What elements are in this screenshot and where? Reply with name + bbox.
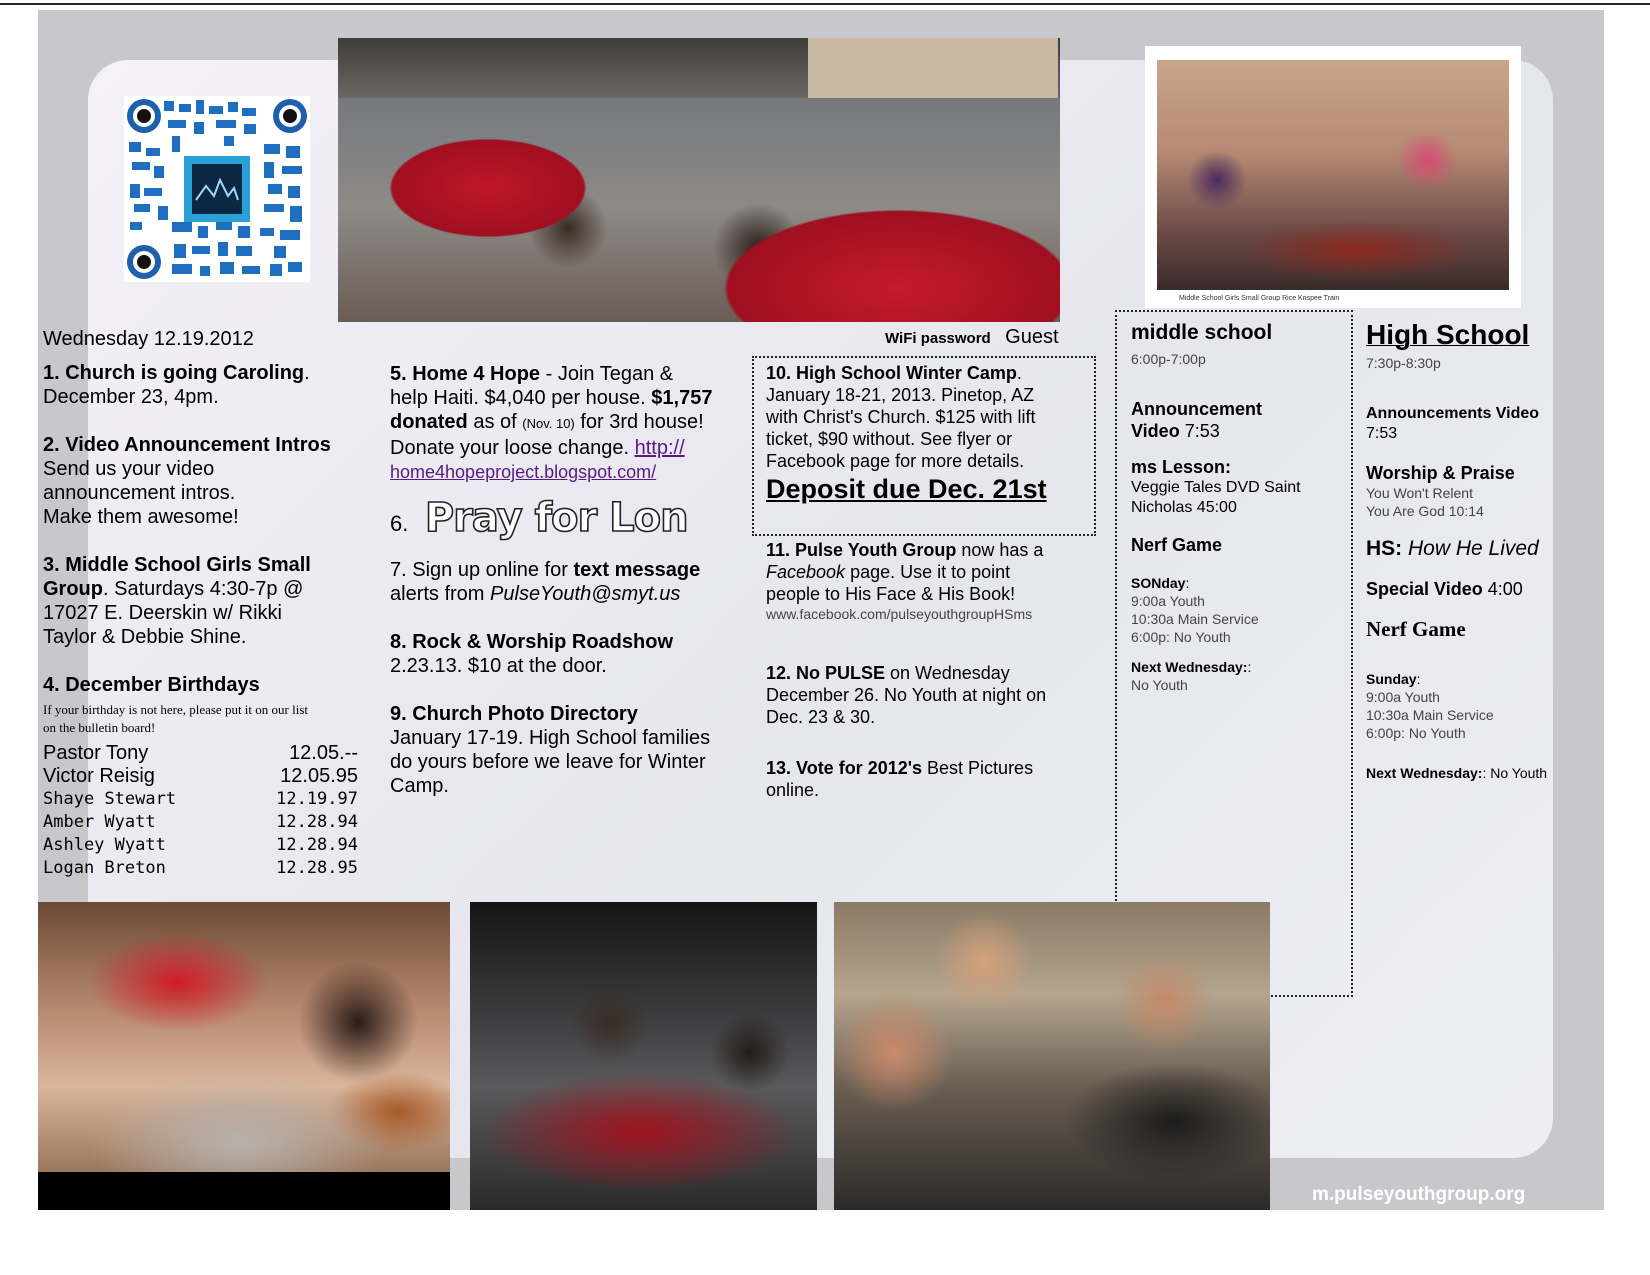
date-heading: Wednesday 12.19.2012 bbox=[43, 328, 254, 350]
photo-christmas-party bbox=[338, 38, 1060, 322]
item-1: 1. Church is going Caroling. December 23, 4pm. bbox=[43, 362, 310, 408]
high-school-schedule: High School 7:30p-8:30p Announcements Video 7:53 Worship & Praise You Won't Relent You Are God 10:14 HS: How He Lived Special Video 4:00 Nerf Game Sunday: 9:00a Youth 10:30a Main Service 6:00p: No Youth Next Wednesday:: No Youth bbox=[1366, 318, 1606, 782]
item-8: 8. Rock & Worship Roadshow 2.23.13. $10 at the door. bbox=[390, 631, 673, 677]
hs-title: High School bbox=[1366, 319, 1530, 350]
item-7: 7. Sign up online for text message alerts from PulseYouth@smyt.us bbox=[390, 559, 701, 605]
footer-url[interactable]: m.pulseyouthgroup.org bbox=[1312, 1184, 1526, 1205]
birthday-row: Ashley Wyatt 12.28.94 bbox=[43, 835, 358, 855]
home4hope-link-cont[interactable]: home4hopeproject.blogspot.com/ bbox=[390, 462, 657, 482]
birthday-row: Amber Wyatt 12.28.94 bbox=[43, 812, 358, 832]
middle-school-schedule: middle school 6:00p-7:00p Announcement Video 7:53 ms Lesson: Veggie Tales DVD Saint Nicholas 45:00 Nerf Game SONday: 9:00a Youth 10:30a Main Service 6:00p: No Youth Next Wednesday:: No Youth bbox=[1131, 320, 1351, 694]
item-10: 10. High School Winter Camp. January 18-21, 2013. Pinetop, AZ with Christ's Church. $125 with lift ticket, $90 without. See flyer or Facebook page for more details. Deposit due Dec. 21st bbox=[766, 362, 1096, 506]
birthday-list bbox=[43, 742, 373, 880]
home4hope-link[interactable]: http:// bbox=[634, 437, 685, 459]
photo-pizza bbox=[38, 902, 450, 1210]
photo-van bbox=[470, 902, 817, 1210]
photo-restaurant bbox=[834, 902, 1270, 1210]
item-3: 3. Middle School Girls Small Group. Saturdays 4:30-7p @ 17027 E. Deerskin w/ Rikki Taylor & Debbie Shine. bbox=[43, 554, 311, 648]
item-2: 2. Video Announcement Intros Send us your video announcement intros. Make them awesome! bbox=[43, 434, 331, 528]
item-5: 5. Home 4 Hope - Join Tegan & help Haiti. $4,040 per house. $1,757 donated as of (Nov. 10) for 3rd house! Donate your loose change. http:// home4hopeproject.blogspot.com/ bbox=[390, 362, 740, 484]
item-11: 11. Pulse Youth Group now has a Facebook page. Use it to point people to His Face & His Book! www.facebook.com/pulseyouthgroupHSms bbox=[766, 539, 1106, 623]
wifi-info: WiFi password Guest bbox=[885, 326, 1059, 348]
item-6: 6. Pray for Lon bbox=[390, 495, 688, 541]
birthday-row: Pastor Tony 12.05.-- bbox=[43, 742, 358, 764]
item-13: 13. Vote for 2012's Best Pictures online. bbox=[766, 758, 1034, 800]
qr-code bbox=[124, 96, 310, 282]
birthday-row: Shaye Stewart 12.19.97 bbox=[43, 789, 358, 809]
birthday-row: Logan Breton 12.28.95 bbox=[43, 858, 358, 878]
top-rule bbox=[0, 3, 1650, 5]
item-9: 9. Church Photo Directory January 17-19. High School families do yours before we leave for Winter Camp. bbox=[390, 703, 711, 797]
photo-caption: Middle School Girls Small Group Rice Krispee Train bbox=[1179, 295, 1340, 302]
item-12: 12. No PULSE on Wednesday December 26. No Youth at night on Dec. 23 & 30. bbox=[766, 663, 1047, 727]
item-4: 4. December Birthdays If your birthday is not here, please put it on our list on the bulletin board! Pastor Tony 12.05.-- Victor Reisig 12.05.95 Shaye Stewart 12.19.97 Amber Wyatt 12.28.94 Ashley Wyatt 12.28.94 Logan Breton 12.28.95 bbox=[43, 673, 373, 880]
ms-title: middle school bbox=[1131, 321, 1273, 344]
photo-rice-krispie-train bbox=[1145, 46, 1521, 308]
birthday-row: Victor Reisig 12.05.95 bbox=[43, 765, 358, 787]
facebook-url[interactable]: www.facebook.com/pulseyouthgroupHSms bbox=[766, 606, 1033, 622]
deposit-due: Deposit due Dec. 21st bbox=[766, 474, 1047, 504]
